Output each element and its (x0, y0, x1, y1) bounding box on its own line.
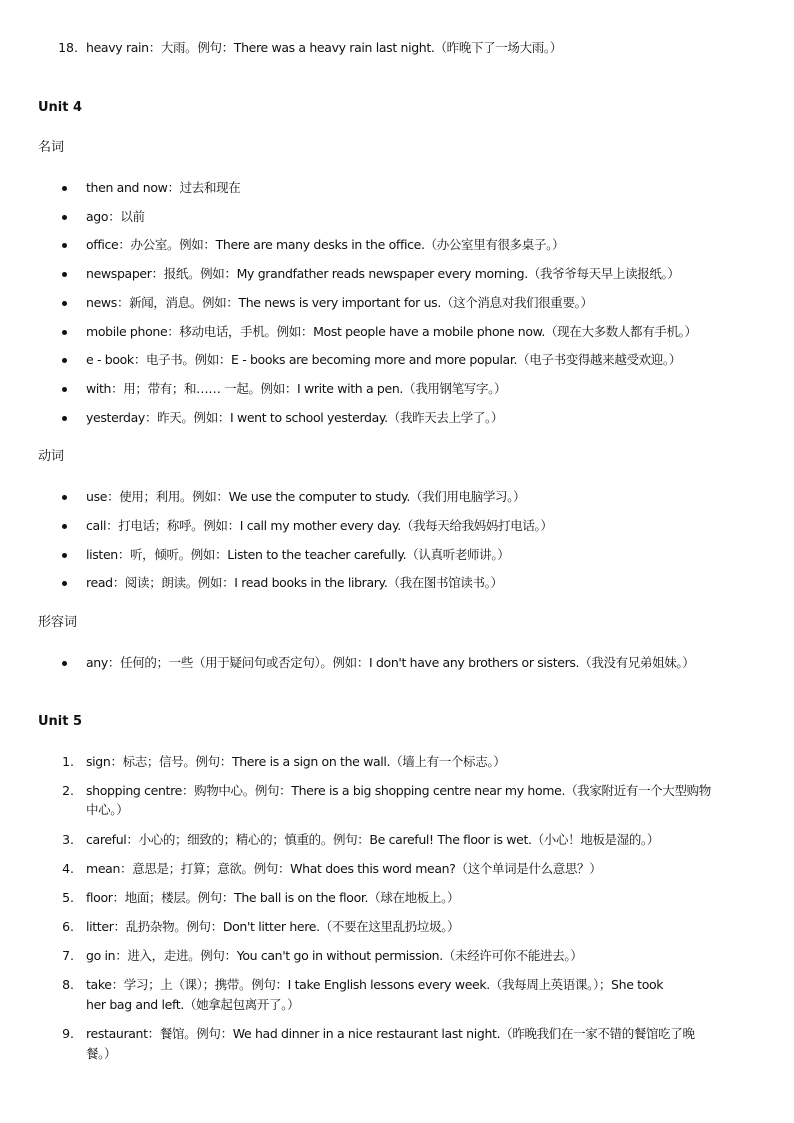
list-item: shopping centre：购物中心。例句：There is a big shopping centre near my home.（我家附近有一个大型购物 (86, 783, 711, 798)
list-item: call：打电话；称呼。例如：I call my mother every day.（我每天给我妈妈打电话。） (86, 518, 553, 533)
bullet (62, 330, 67, 335)
bullet (62, 215, 67, 220)
list-number: 4. (62, 861, 74, 876)
list-item: sign：标志；信号。例句：There is a sign on the wall.（墙上有一个标志。） (86, 754, 506, 769)
list-number: 5. (62, 890, 74, 905)
list-number: 1. (62, 754, 74, 769)
list-number: 2. (62, 783, 74, 798)
bullet (62, 416, 67, 421)
list-item: news：新闻，消息。例如：The news is very important for us.（这个消息对我们很重要。） (86, 295, 593, 310)
list-item: ago：以前 (86, 209, 145, 224)
list-item: go in：进入，走进。例句：You can't go in without permission.（未经许可你不能进去。） (86, 948, 583, 963)
list-item: listen：听，倾听。例如：Listen to the teacher carefully.（认真听老师讲。） (86, 547, 510, 562)
list-item: use：使用；利用。例如：We use the computer to study.（我们用电脑学习。） (86, 489, 526, 504)
bullet (62, 661, 67, 666)
list-item: yesterday：昨天。例如：I went to school yesterday.（我昨天去上学了。） (86, 410, 504, 425)
list-item: careful：小心的；细致的；精心的；慎重的。例句：Be careful! The floor is wet.（小心！地板是湿的。） (86, 832, 660, 847)
bullet (62, 243, 67, 248)
bullet (62, 387, 67, 392)
list-item-continuation: her bag and left.（她拿起包离开了。） (86, 997, 300, 1012)
bullet (62, 581, 67, 586)
bullet (62, 553, 67, 558)
bullet (62, 495, 67, 500)
list-item-continuation: 中心。） (86, 802, 129, 817)
list-item: read：阅读；朗读。例如：I read books in the library.（我在图书馆读书。） (86, 575, 503, 590)
list-item: then and now：过去和现在 (86, 180, 241, 195)
list-item: office：办公室。例如：There are many desks in the office.（办公室里有很多桌子。） (86, 237, 565, 252)
list-item: with：用；带有；和…… 一起。例如：I write with a pen.（我用钢笔写字。） (86, 381, 507, 396)
list-item: take：学习；上（课）；携带。例句：I take English lessons every week.（我每周上英语课。）；She took (86, 977, 664, 992)
list-number: 3. (62, 832, 74, 847)
list-number: 7. (62, 948, 74, 963)
verbs-label: 动词 (38, 449, 65, 464)
bullet (62, 358, 67, 363)
list-item: mobile phone：移动电话，手机。例如：Most people have a mobile phone now.（现在大多数人都有手机。） (86, 324, 697, 339)
list-item: litter：乱扔杂物。例句：Don't litter here.（不要在这里乱扔垃圾。） (86, 919, 460, 934)
adjectives-label: 形容词 (38, 615, 78, 630)
list-item: mean：意思是；打算；意欲。例句：What does this word mean?（这个单词是什么意思？） (86, 861, 602, 876)
bullet (62, 272, 67, 277)
list-item: restaurant：餐馆。例句：We had dinner in a nice restaurant last night.（昨晚我们在一家不错的餐馆吃了晚 (86, 1026, 695, 1041)
list-number: 18. (58, 40, 78, 55)
list-item-continuation: 餐。） (86, 1046, 117, 1061)
unit-5-heading: Unit 5 (38, 714, 83, 729)
bullet (62, 301, 67, 306)
bullet (62, 186, 67, 191)
list-item: floor：地面；楼层。例句：The ball is on the floor.（球在地板上。） (86, 890, 460, 905)
list-number: 6. (62, 919, 74, 934)
list-item: e - book：电子书。例如：E - books are becoming more and more popular.（电子书变得越来越受欢迎。） (86, 352, 681, 367)
list-number: 9. (62, 1026, 74, 1041)
unit-4-heading: Unit 4 (38, 100, 83, 115)
bullet (62, 524, 67, 529)
list-number: 8. (62, 977, 74, 992)
nouns-label: 名词 (38, 140, 65, 155)
list-item: heavy rain：大雨。例句：There was a heavy rain last night.（昨晚下了一场大雨。） (86, 40, 562, 55)
list-item: newspaper：报纸。例如：My grandfather reads newspaper every morning.（我爷爷每天早上读报纸。） (86, 266, 680, 281)
list-item: any：任何的；一些（用于疑问句或否定句）。例如：I don't have any brothers or sisters.（我没有兄弟姐妹。） (86, 655, 695, 670)
